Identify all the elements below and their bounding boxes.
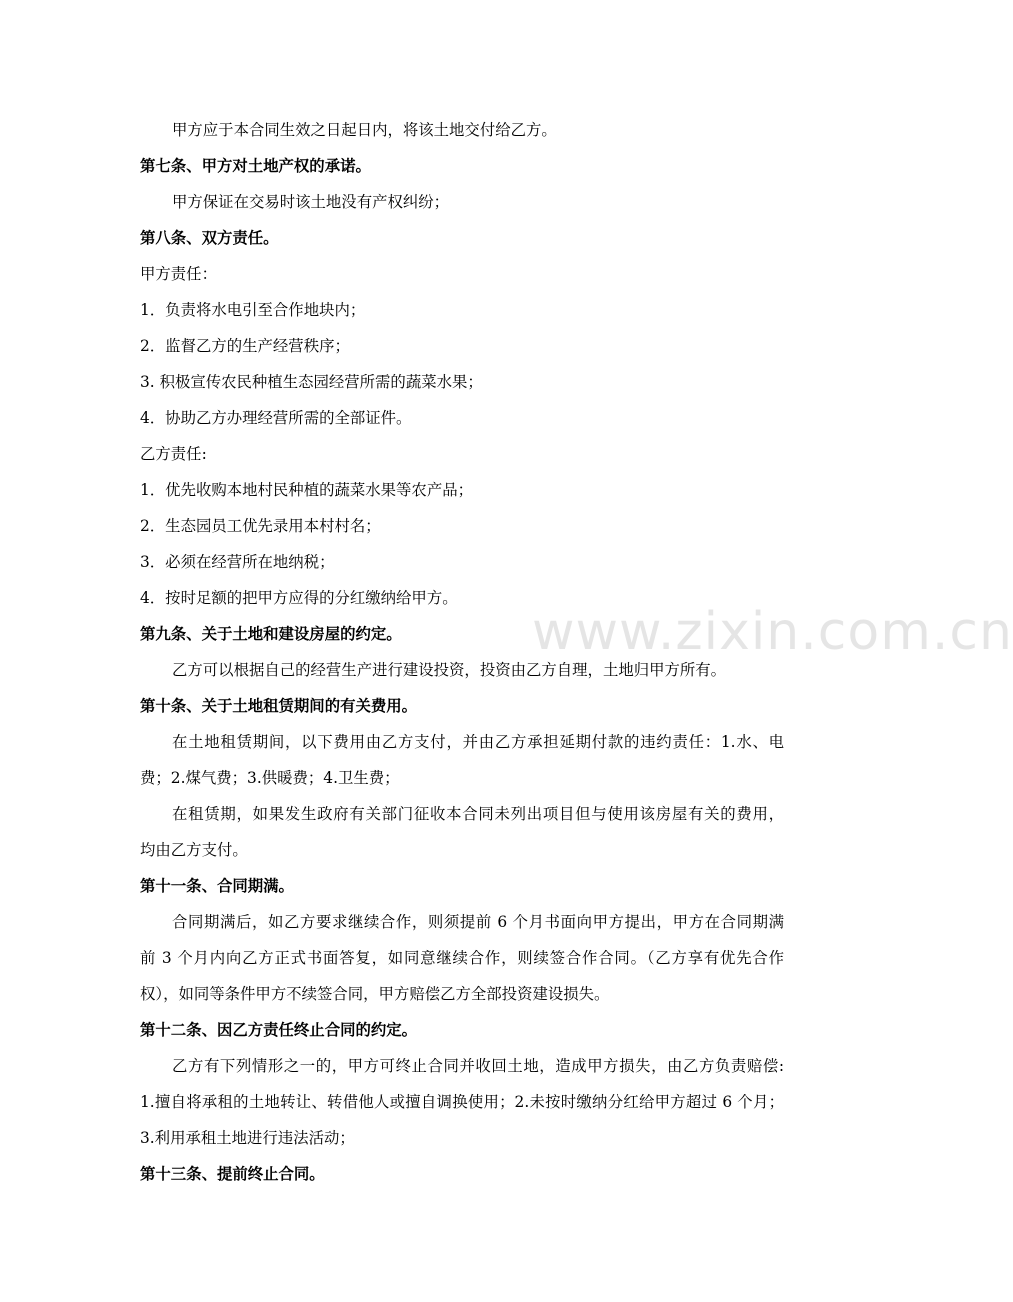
paragraph-fees-line-1: 在土地租赁期间，以下费用由乙方支付，并由乙方承担延期付款的违约责任：1.水、电: [172, 733, 784, 751]
paragraph-renewal-line-3: 权），如同等条件甲方不续签合同，甲方赔偿乙方全部投资建设损失。: [140, 985, 610, 1003]
paragraph-government-fees-line-1: 在租赁期，如果发生政府有关部门征收本合同未列出项目但与使用该房屋有关的费用，: [172, 805, 784, 823]
article-10-heading: 第十条、关于土地租赁期间的有关费用。: [140, 697, 418, 715]
party-b-item-2: 2．生态园员工优先录用本村村名；: [140, 517, 381, 535]
article-12-heading: 第十二条、因乙方责任终止合同的约定。: [140, 1021, 418, 1039]
party-b-item-1: 1．优先收购本地村民种植的蔬菜水果等农产品；: [140, 481, 473, 499]
party-a-item-1: 1．负责将水电引至合作地块内；: [140, 301, 366, 319]
party-b-responsibilities-label: 乙方责任:: [140, 445, 207, 463]
article-7-heading: 第七条、甲方对土地产权的承诺。: [140, 157, 371, 175]
paragraph-delivery: 甲方应于本合同生效之日起日内，将该土地交付给乙方。: [172, 121, 557, 139]
paragraph-renewal-line-1: 合同期满后，如乙方要求继续合作，则须提前 6 个月书面向甲方提出，甲方在合同期满: [172, 913, 784, 931]
termination-items-line-1: 1.擅自将承租的土地转让、转借他人或擅自调换使用；2.未按时缴纳分红给甲方超过 6 个月；: [140, 1093, 784, 1111]
paragraph-renewal-line-2: 前 3 个月内向乙方正式书面答复，如同意继续合作，则续签合作合同。（乙方享有优先合作: [140, 949, 784, 967]
paragraph-property-guarantee: 甲方保证在交易时该土地没有产权纠纷；: [172, 193, 450, 211]
paragraph-termination-conditions: 乙方有下列情形之一的，甲方可终止合同并收回土地，造成甲方损失，由乙方负责赔偿:: [172, 1057, 784, 1075]
article-9-heading: 第九条、关于土地和建设房屋的约定。: [140, 625, 402, 643]
paragraph-fees-line-2: 费；2.煤气费；3.供暖费；4.卫生费；: [140, 769, 400, 787]
article-13-heading: 第十三条、提前终止合同。: [140, 1165, 325, 1183]
party-b-item-4: 4．按时足额的把甲方应得的分红缴纳给甲方。: [140, 589, 458, 607]
party-a-responsibilities-label: 甲方责任：: [140, 265, 217, 283]
article-8-heading: 第八条、双方责任。: [140, 229, 279, 247]
party-a-item-3: 3. 积极宣传农民种植生态园经营所需的蔬菜水果；: [140, 373, 483, 391]
paragraph-government-fees-line-2: 均由乙方支付。: [140, 841, 248, 859]
termination-items-line-2: 3.利用承租土地进行违法活动；: [140, 1129, 355, 1147]
paragraph-construction-investment: 乙方可以根据自己的经营生产进行建设投资，投资由乙方自理，土地归甲方所有。: [172, 661, 727, 679]
article-11-heading: 第十一条、合同期满。: [140, 877, 294, 895]
watermark: www.zixin.com.cn: [532, 602, 1013, 662]
party-a-item-2: 2．监督乙方的生产经营秩序；: [140, 337, 350, 355]
party-b-item-3: 3．必须在经营所在地纳税；: [140, 553, 335, 571]
party-a-item-4: 4．协助乙方办理经营所需的全部证件。: [140, 409, 412, 427]
